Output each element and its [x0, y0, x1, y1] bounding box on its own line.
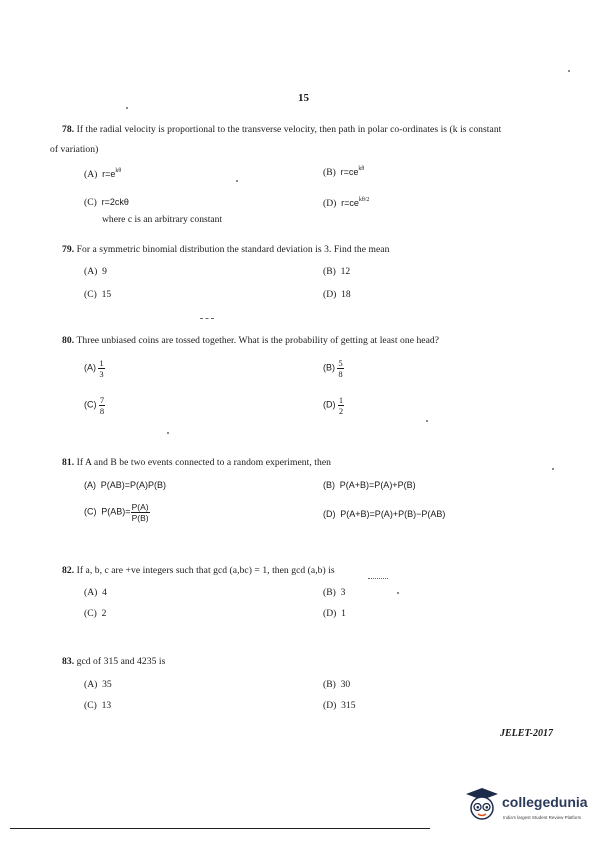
- option-c: [84, 197, 129, 208]
- question-text: If A and B be two events connected to a random experiment, then: [76, 457, 331, 468]
- exponent-mark: kθ/2: [358, 197, 370, 203]
- option-c: (C) 13: [84, 700, 112, 711]
- scan-speck: [126, 107, 128, 109]
- option-text: 4: [102, 587, 107, 598]
- option-c: (C) 15: [84, 289, 112, 300]
- option-b: (B) 12: [323, 266, 351, 277]
- option-b: [323, 166, 364, 178]
- scan-speck: [397, 592, 399, 594]
- option-text: 18: [341, 289, 351, 300]
- option-label: (D): [323, 198, 337, 209]
- option-text: P(A+B)=P(A)+P(B): [339, 480, 416, 490]
- option-text: P(AB)=: [101, 506, 131, 517]
- option-text: 13: [101, 700, 112, 711]
- fraction: $\frac{1}{3}$: [99, 358, 104, 379]
- exam-code: JELET-2017: [500, 728, 553, 739]
- question-text: Three unbiased coins are tossed together. What is the probability of getting at least one head?: [76, 335, 440, 346]
- question-number: 82.: [62, 565, 75, 576]
- option-a: (A) P(AB)=P(A)P(B): [84, 480, 167, 490]
- option-label: (A): [84, 169, 98, 180]
- question-81: [62, 457, 331, 468]
- option-text: r=2ckθ: [101, 197, 129, 207]
- option-text: 35: [102, 679, 112, 690]
- option-text: 30: [340, 679, 351, 690]
- option-text: r=ce: [340, 167, 359, 177]
- question-78: [62, 124, 501, 135]
- option-d: (D) 1: [323, 608, 346, 619]
- fraction: $\frac{P(A)}{P(B)}$: [131, 502, 149, 523]
- fraction: $\frac{7}{8}$: [99, 395, 105, 416]
- question-number: 80.: [62, 335, 75, 346]
- option-text: 12: [340, 266, 351, 277]
- question-text: If the radial velocity is proportional to the transverse velocity, then path in polar co-ordinates is (k is constant: [76, 124, 502, 135]
- scan-speck: [426, 420, 428, 422]
- option-d: (D) P(A+B)=P(A)+P(B)−P(AB): [323, 509, 446, 519]
- exponent-mark: kθ: [115, 168, 122, 174]
- question-note: where c is an arbitrary constant: [102, 214, 223, 225]
- option-d: [323, 197, 369, 209]
- option-a: [84, 168, 121, 180]
- option-b: (B) $\frac{5}{8}$: [323, 358, 343, 379]
- option-text: P(AB)=P(A)P(B): [100, 480, 167, 490]
- option-text: r=e: [102, 169, 116, 179]
- mascot-icon: [464, 786, 500, 824]
- question-82: [62, 565, 335, 576]
- question-text: If a, b, c are +ve integers such that gcd (a,bc) = 1, then gcd (a,b) is: [76, 565, 335, 576]
- scan-dashes: [368, 578, 388, 579]
- question-number: 79.: [62, 244, 75, 255]
- option-text: 1: [341, 608, 346, 619]
- scan-speck: [552, 468, 554, 470]
- option-text: 9: [102, 266, 107, 277]
- question-number: 81.: [62, 457, 75, 468]
- scan-speck: [167, 432, 169, 434]
- option-text: 315: [341, 700, 356, 711]
- bottom-rule: [10, 828, 430, 829]
- option-label: (B): [323, 167, 336, 178]
- question-80: [62, 335, 439, 346]
- question-text: For a symmetric binomial distribution the standard deviation is 3. Find the mean: [76, 244, 390, 255]
- option-c: (C) P(AB)= $\frac{P(A)}{P(B)}$: [84, 502, 149, 523]
- question-number: 78.: [62, 124, 75, 135]
- option-text: 2: [101, 608, 107, 619]
- option-text: 3: [340, 587, 346, 598]
- option-d: (D) $\frac{1}{2}$: [323, 395, 344, 416]
- scan-speck: [236, 180, 238, 182]
- option-label: (C): [84, 197, 97, 208]
- question-number: 83.: [62, 656, 75, 667]
- brand-tagline: India's largest Student Review Platform: [503, 815, 582, 820]
- question-79: [62, 244, 389, 255]
- option-a: (A) 35: [84, 679, 112, 690]
- option-b: (B) P(A+B)=P(A)+P(B): [323, 480, 416, 490]
- option-c: (C) 2: [84, 608, 107, 619]
- option-d: (D) 18: [323, 289, 351, 300]
- question-83: [62, 656, 165, 667]
- option-text: 15: [101, 289, 112, 300]
- scan-speck: [568, 70, 570, 72]
- option-b: (B) 30: [323, 679, 351, 690]
- fraction: $\frac{5}{8}$: [338, 358, 343, 379]
- brand-name: collegedunia: [502, 794, 588, 810]
- option-a: (A) 9: [84, 266, 107, 277]
- option-d: (D) 315: [323, 700, 356, 711]
- scan-dashes: [200, 318, 214, 319]
- option-a: (A) 4: [84, 587, 107, 598]
- page-number: 15: [298, 92, 309, 104]
- fraction: $\frac{1}{2}$: [338, 395, 344, 416]
- option-text: P(A+B)=P(A)+P(B)−P(AB): [340, 509, 446, 519]
- option-c: (C) $\frac{7}{8}$: [84, 395, 105, 416]
- option-a: (A) $\frac{1}{3}$: [84, 358, 104, 379]
- question-text: gcd of 315 and 4235 is: [76, 656, 166, 667]
- collegedunia-logo: [464, 786, 600, 826]
- question-78-continuation: of variation): [50, 144, 99, 155]
- option-b: (B) 3: [323, 587, 346, 598]
- exponent-mark: kθ: [358, 166, 365, 172]
- option-text: r=ce: [341, 198, 359, 208]
